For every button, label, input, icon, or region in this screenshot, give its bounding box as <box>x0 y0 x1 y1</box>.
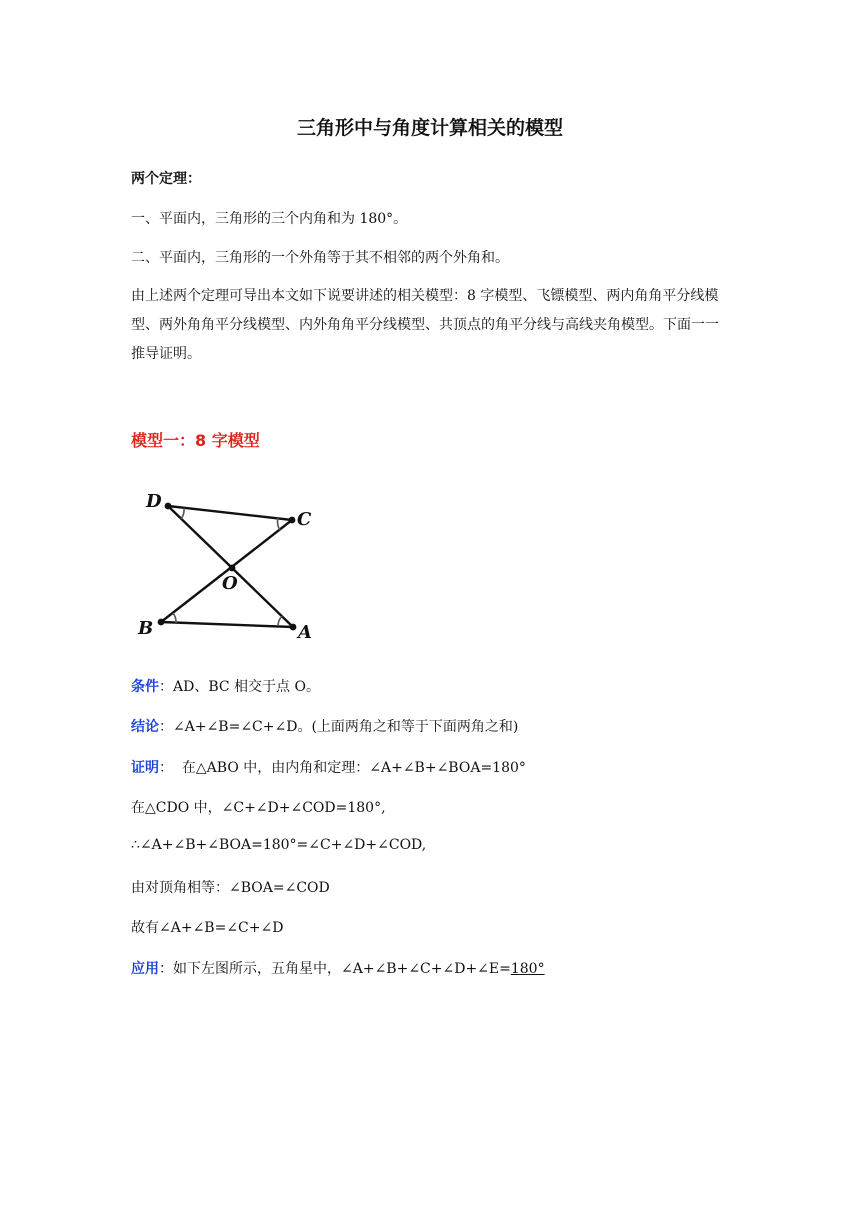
conclusion-line <box>131 716 518 736</box>
application-label: 应用 <box>131 961 159 977</box>
proof-step: 故有∠A+∠B=∠C+∠D <box>131 920 284 936</box>
condition-line <box>131 676 320 696</box>
label-o: O <box>222 573 238 594</box>
proof-label: 证明 <box>131 760 159 776</box>
conclusion-text: ：∠A+∠B=∠C+∠D。(上面两角之和等于下面两角之和) <box>159 719 519 735</box>
point-a <box>290 624 297 631</box>
label-c: C <box>297 509 312 530</box>
application-line <box>131 958 545 978</box>
application-text: ：如下左图所示，五角星中，∠A+∠B+∠C+∠D+∠E= <box>159 961 511 977</box>
condition-label: 条件 <box>131 679 159 695</box>
point-o <box>229 565 236 572</box>
proof-step: ∴∠A+∠B+∠BOA=180°=∠C+∠D+∠COD, <box>131 837 427 853</box>
angle-arc-a <box>278 616 282 626</box>
page-title: 三角形中与角度计算相关的模型 <box>296 117 563 139</box>
section-heading: 两个定理： <box>131 171 201 187</box>
condition-text: ：AD、BC 相交于点 O。 <box>159 679 320 695</box>
intro-paragraph: 由上述两个定理可导出本文如下说要讲述的相关模型：8 字模型、飞镖模型、两内角角平分线模型、两外角角平分线模型、内外角角平分线模型、共顶点的角平分线与高线夹角模型。下面一一推导证明。 <box>131 288 719 362</box>
segment-ba <box>161 622 293 627</box>
conclusion-label: 结论 <box>131 719 159 735</box>
proof-step: 在△CDO 中，∠C+∠D+∠COD=180°, <box>131 800 386 816</box>
label-b: B <box>138 618 154 639</box>
point-d <box>165 503 172 510</box>
label-d: D <box>146 491 162 512</box>
theorem-2: 二、平面内，三角形的一个外角等于其不相邻的两个外角和。 <box>131 250 509 266</box>
theorem-1: 一、平面内，三角形的三个内角和为 180°。 <box>131 211 408 227</box>
proof-step: 由对顶角相等：∠BOA=∠COD <box>131 880 330 896</box>
angle-arc-d <box>181 508 184 519</box>
label-a: A <box>298 622 312 643</box>
point-c <box>289 517 296 524</box>
figure-8-model-diagram <box>130 484 330 646</box>
point-b <box>158 619 165 626</box>
proof-line <box>131 757 526 777</box>
proof-text: ： 在△ABO 中，由内角和定理：∠A+∠B+∠BOA=180° <box>159 760 526 776</box>
model-1-heading: 模型一：8 字模型 <box>131 431 260 450</box>
segment-dc <box>168 506 292 520</box>
application-answer: 180° <box>510 961 545 977</box>
